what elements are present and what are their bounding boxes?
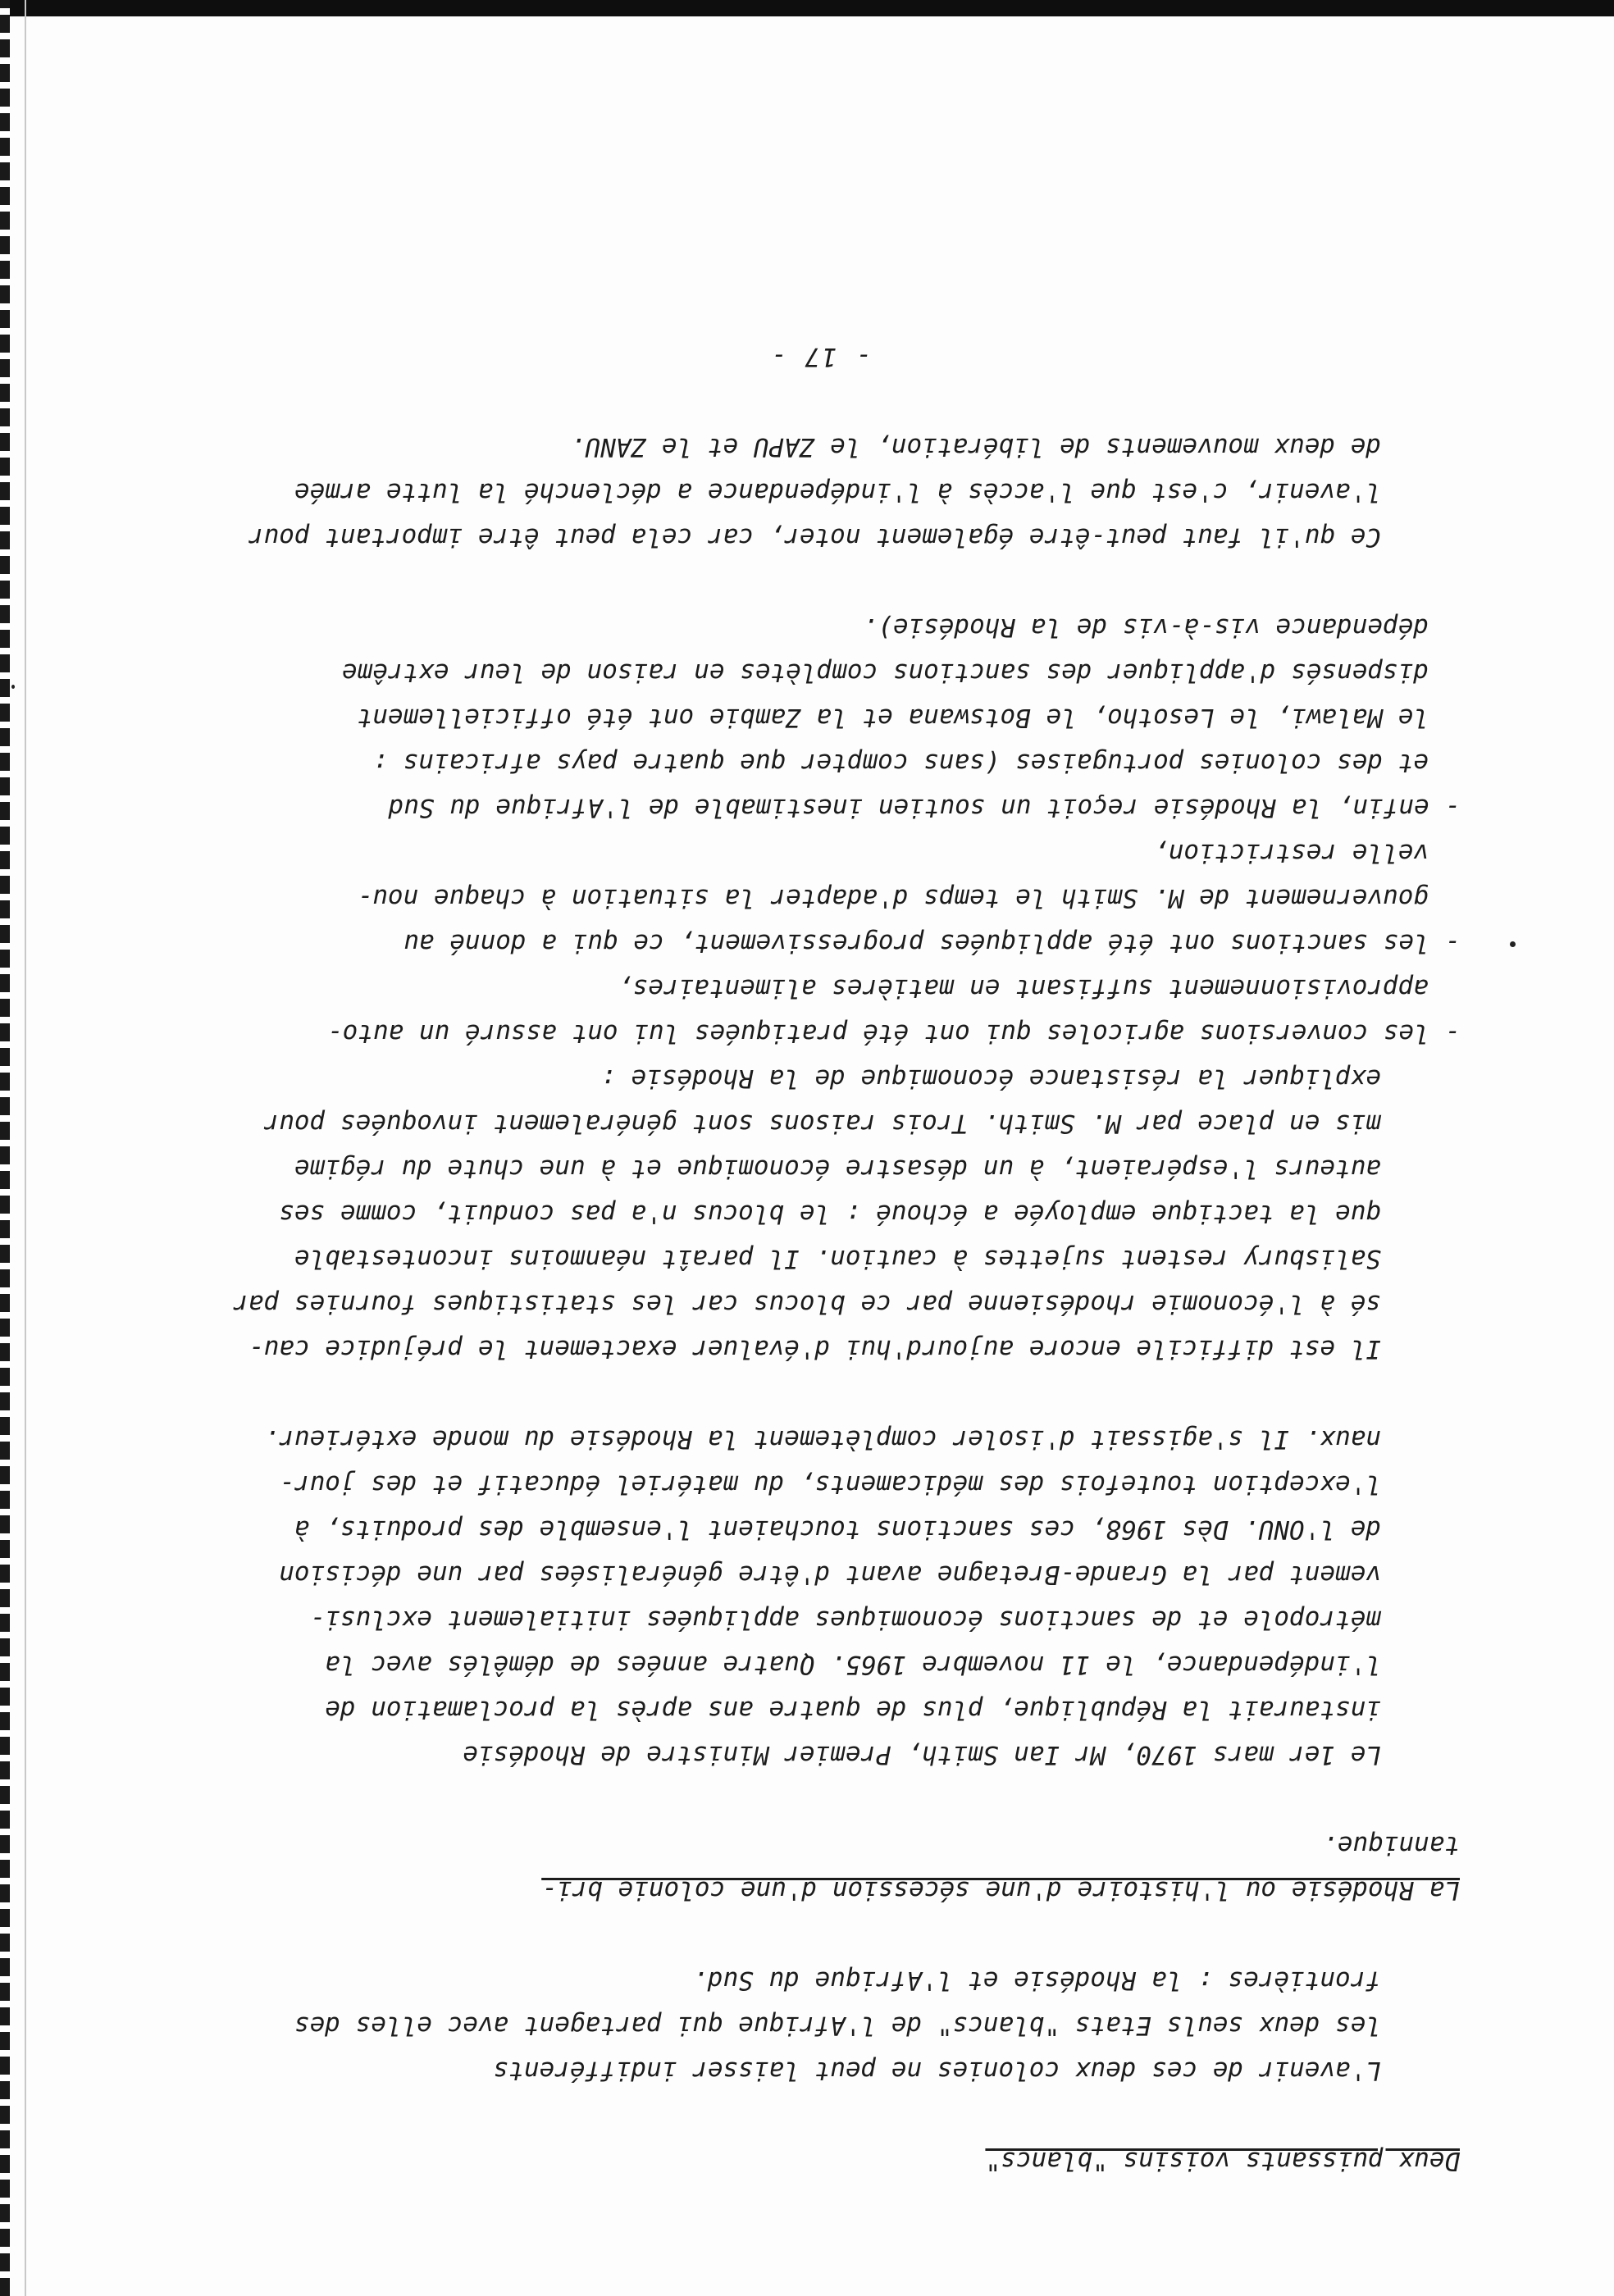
- bullet-item: [180, 830, 1460, 965]
- bullet-list: [180, 604, 1460, 1055]
- heading-line: tannique.: [1322, 1830, 1460, 1860]
- text-line: les deux seuls Etats "blancs" de l'Afrique qui partagent avec elles des: [294, 2011, 1381, 2040]
- text-line: - enfin, la Rhodésie reçoit un soutien inestimable de l'Afrique du Sud: [388, 793, 1460, 822]
- text-line: l'avenir, c'est que l'accès à l'indépendance a déclenché la lutte armée: [294, 477, 1381, 507]
- text-line: - les conversions agricoles qui ont été pratiquées lui ont assuré un auto-: [326, 1018, 1460, 1048]
- text-line: vement par la Grande-Bretagne avant d'être généralisées par une décision: [279, 1560, 1381, 1589]
- section-heading-rhodesie: [180, 1822, 1460, 1912]
- text-line: de deux mouvements de libération, le ZAPU et le ZANU.: [569, 432, 1381, 462]
- text-line: Ce qu'il faut peut-être également noter, car cela peut être important pour: [248, 522, 1381, 552]
- scan-border: [0, 0, 1614, 16]
- paragraph-smith: [180, 1416, 1460, 1777]
- text-line: Salisbury restent sujettes à caution. Il paraît néanmoins incontestable: [294, 1244, 1381, 1273]
- text-line: métropole et de sanctions économiques appliquées initialement exclusi-: [309, 1605, 1381, 1634]
- text-line: L'avenir de ces deux colonies ne peut laisser indifférents: [493, 2056, 1381, 2085]
- paragraph-avenir: [180, 1957, 1460, 2093]
- text-line: velle restriction,: [1153, 838, 1429, 868]
- text-line: et des colonies portugaises (sans compter que quatre pays africains :: [372, 748, 1429, 777]
- page-content: [180, 113, 1460, 2183]
- text-line: expliquer la résistance économique de la Rhodésie :: [600, 1064, 1381, 1093]
- heading-line: La Rhodésie ou l'histoire d'une sécession d'une colonie bri-: [541, 1875, 1460, 1905]
- text-line: auteurs l'espéraient, à un désastre économique et à une chute du régime: [294, 1154, 1381, 1183]
- page-number: - 17 -: [769, 342, 871, 371]
- scan-edge: [0, 0, 10, 2296]
- text-line: le Malawi, le Lesotho, le Botswana et la Zambie ont été officiellement: [357, 703, 1429, 732]
- text-line: l'exception toutefois des médicaments, du matériel éducatif et des jour-: [279, 1469, 1381, 1499]
- text-line: dépendance vis-à-vis de la Rhodésie).: [862, 613, 1429, 642]
- section-heading: Deux puissants voisins "blancs": [985, 2146, 1460, 2175]
- text-line: Il est difficile encore aujourd'hui d'évaluer exactement le préjudice cau-: [248, 1334, 1381, 1364]
- text-line: mis en place par M. Smith. Trois raisons sont généralement invoquées pour: [263, 1109, 1381, 1138]
- scan-margin-line: [25, 0, 26, 2296]
- text-line: - les sanctions ont été appliquées progressivement, ce qui a donné au: [404, 928, 1460, 958]
- text-line: frontières : la Rhodésie et l'Afrique du Sud.: [692, 1966, 1381, 1995]
- text-line: que la tactique employée a échoué : le blocus n'a pas conduit, comme ses: [279, 1199, 1381, 1228]
- scan-speck: [1510, 941, 1516, 947]
- text-line: approvisionnement suffisant en matières alimentaires,: [617, 973, 1429, 1003]
- scan-speck: [11, 685, 15, 689]
- text-line: sé à l'économie rhodésienne par ce blocus car les statistiques fournies par: [233, 1289, 1381, 1319]
- text-line: l'indépendance, le 11 novembre 1965. Quatre années de démêlés avec la: [325, 1650, 1381, 1679]
- paragraph-final: [180, 424, 1460, 559]
- text-line: gouvernement de M. Smith le temps d'adapter la situation à chaque nou-: [357, 883, 1429, 913]
- paragraph-difficile: [180, 1055, 1460, 1371]
- bullet-item: [180, 604, 1460, 830]
- text-line: dispensés d'appliquer des sanctions complètes en raison de leur extrême: [341, 658, 1429, 687]
- bullet-item: [180, 965, 1460, 1055]
- text-line: de l'ONU. Dès 1968, ces sanctions touchaient l'ensemble des produits, à: [294, 1515, 1381, 1544]
- text-line: Le 1er mars 1970, Mr Ian Smith, Premier Ministre de Rhodésie: [463, 1740, 1381, 1770]
- text-line: instaurait la République, plus de quatre ans après la proclamation de: [325, 1695, 1381, 1724]
- text-line: naux. Il s'agissait d'isoler complètement la Rhodésie du monde extérieur.: [263, 1424, 1381, 1454]
